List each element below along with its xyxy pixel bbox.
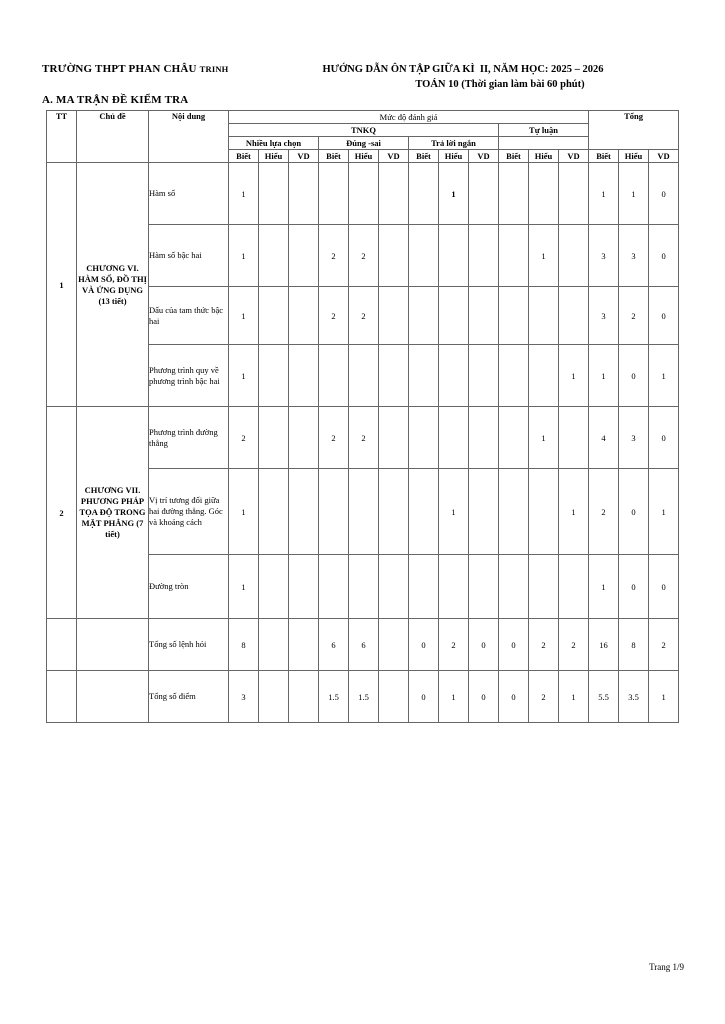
matrix-cell xyxy=(289,287,319,345)
matrix-cell xyxy=(529,555,559,619)
content-cell: Hàm số xyxy=(149,163,229,225)
school-name-main: TRƯỜNG THPT PHAN CHÂU xyxy=(42,63,197,75)
col-header-tnkq: TNKQ xyxy=(229,124,499,137)
tt-cell: 2 xyxy=(47,407,77,619)
matrix-cell xyxy=(439,555,469,619)
matrix-cell xyxy=(469,555,499,619)
matrix-cell: 0 xyxy=(649,407,679,469)
matrix-cell xyxy=(439,225,469,287)
matrix-cell: 4 xyxy=(589,407,619,469)
matrix-cell: 6 xyxy=(319,619,349,671)
matrix-cell xyxy=(349,163,379,225)
topic-cell: CHƯƠNG VII. PHƯƠNG PHÁP TỌA ĐỘ TRONG MẶT PHẲNG (7 tiết) xyxy=(77,407,149,619)
matrix-cell: 1 xyxy=(559,345,589,407)
matrix-cell xyxy=(469,163,499,225)
matrix-cell: 5.5 xyxy=(589,671,619,723)
tt-cell xyxy=(47,619,77,671)
matrix-cell xyxy=(259,555,289,619)
matrix-cell: 1.5 xyxy=(349,671,379,723)
content-cell: Hàm số bậc hai xyxy=(149,225,229,287)
col-header-hieu: Hiểu xyxy=(529,150,559,163)
matrix-cell xyxy=(379,469,409,555)
matrix-cell xyxy=(379,225,409,287)
col-header-vd: VD xyxy=(559,150,589,163)
matrix-cell xyxy=(289,619,319,671)
matrix-cell: 1 xyxy=(229,555,259,619)
col-header-tu-luan: Tự luận xyxy=(499,124,589,137)
content-cell: Dấu của tam thức bậc hai xyxy=(149,287,229,345)
content-cell: Phương trình quy về phương trình bậc hai xyxy=(149,345,229,407)
matrix-cell xyxy=(259,407,289,469)
matrix-cell: 1 xyxy=(229,287,259,345)
matrix-cell xyxy=(499,469,529,555)
matrix-cell: 0 xyxy=(499,671,529,723)
matrix-cell: 1 xyxy=(229,225,259,287)
matrix-cell: 2 xyxy=(619,287,649,345)
matrix-cell xyxy=(319,345,349,407)
matrix-cell: 1 xyxy=(439,671,469,723)
matrix-cell: 0 xyxy=(469,671,499,723)
matrix-cell: 0 xyxy=(499,619,529,671)
matrix-cell: 3 xyxy=(229,671,259,723)
matrix-cell: 3 xyxy=(619,225,649,287)
matrix-cell xyxy=(529,345,559,407)
matrix-cell xyxy=(499,555,529,619)
matrix-cell: 2 xyxy=(529,619,559,671)
col-header-hieu: Hiểu xyxy=(619,150,649,163)
matrix-cell: 2 xyxy=(349,407,379,469)
col-header-vd: VD xyxy=(379,150,409,163)
matrix-cell xyxy=(259,619,289,671)
table-row xyxy=(47,407,679,469)
matrix-cell xyxy=(559,163,589,225)
col-header-nhieu-lua-chon: Nhiều lựa chọn xyxy=(229,137,319,150)
matrix-cell: 2 xyxy=(349,225,379,287)
tt-cell: 1 xyxy=(47,163,77,407)
matrix-cell: 1 xyxy=(439,469,469,555)
matrix-cell: 3 xyxy=(589,225,619,287)
matrix-cell: 0 xyxy=(619,345,649,407)
matrix-cell: 1 xyxy=(589,555,619,619)
section-a-title: A. MA TRẬN ĐỀ KIỂM TRA xyxy=(42,94,189,106)
matrix-cell xyxy=(469,287,499,345)
matrix-cell xyxy=(259,287,289,345)
col-header-biet: Biết xyxy=(589,150,619,163)
matrix-cell xyxy=(379,163,409,225)
matrix-cell: 16 xyxy=(589,619,619,671)
matrix-cell xyxy=(349,555,379,619)
content-cell: Phương trình đường thẳng xyxy=(149,407,229,469)
table-header xyxy=(47,111,679,163)
col-header-tong: Tổng xyxy=(589,111,679,150)
matrix-cell xyxy=(379,555,409,619)
matrix-cell xyxy=(379,671,409,723)
matrix-cell xyxy=(499,225,529,287)
matrix-cell xyxy=(439,345,469,407)
matrix-cell xyxy=(409,287,439,345)
exam-title-block xyxy=(318,63,608,92)
matrix-cell xyxy=(289,345,319,407)
matrix-cell xyxy=(409,225,439,287)
table-row xyxy=(47,619,679,671)
matrix-cell xyxy=(409,555,439,619)
matrix-cell: 0 xyxy=(619,469,649,555)
matrix-cell xyxy=(289,163,319,225)
matrix-cell xyxy=(529,287,559,345)
table-body xyxy=(47,163,679,723)
matrix-cell xyxy=(259,345,289,407)
topic-cell: CHƯƠNG VI. HÀM SỐ, ĐỒ THỊ VÀ ỨNG DỤNG (13 tiết) xyxy=(77,163,149,407)
tt-cell xyxy=(47,671,77,723)
matrix-cell xyxy=(439,287,469,345)
col-header-biet: Biết xyxy=(409,150,439,163)
matrix-cell xyxy=(379,287,409,345)
matrix-cell: 1 xyxy=(559,671,589,723)
matrix-cell xyxy=(259,163,289,225)
col-header-biet: Biết xyxy=(229,150,259,163)
matrix-cell xyxy=(259,469,289,555)
topic-cell xyxy=(77,619,149,671)
matrix-cell: 2 xyxy=(589,469,619,555)
matrix-cell: 1 xyxy=(649,345,679,407)
matrix-cell: 3 xyxy=(619,407,649,469)
school-name-suffix: TRINH xyxy=(199,64,229,74)
col-header-tra-loi-ngan: Trả lời ngắn xyxy=(409,137,499,150)
matrix-cell xyxy=(289,407,319,469)
matrix-cell xyxy=(529,163,559,225)
matrix-cell: 0 xyxy=(649,287,679,345)
matrix-cell: 6 xyxy=(349,619,379,671)
exam-title-line2: TOÁN 10 (Thời gian làm bài 60 phút) xyxy=(415,79,585,90)
matrix-cell xyxy=(409,407,439,469)
matrix-cell xyxy=(559,407,589,469)
matrix-cell: 1 xyxy=(649,671,679,723)
header-row-1 xyxy=(47,111,679,124)
school-name xyxy=(42,63,228,75)
matrix-cell xyxy=(289,469,319,555)
matrix-cell: 0 xyxy=(619,555,649,619)
matrix-cell xyxy=(349,345,379,407)
matrix-cell xyxy=(349,469,379,555)
matrix-cell: 3.5 xyxy=(619,671,649,723)
matrix-cell: 0 xyxy=(469,619,499,671)
matrix-cell: 0 xyxy=(649,225,679,287)
matrix-cell: 1 xyxy=(649,469,679,555)
table-row xyxy=(47,163,679,225)
col-header-muc-do-danh-gia: Mức độ đánh giá xyxy=(229,111,589,124)
matrix-cell: 3 xyxy=(589,287,619,345)
matrix-cell: 2 xyxy=(319,225,349,287)
matrix-cell: 1 xyxy=(589,345,619,407)
matrix-cell xyxy=(409,469,439,555)
col-header-biet: Biết xyxy=(319,150,349,163)
content-cell: Tổng số điểm xyxy=(149,671,229,723)
matrix-cell xyxy=(559,225,589,287)
matrix-cell: 0 xyxy=(649,555,679,619)
topic-cell xyxy=(77,671,149,723)
matrix-cell xyxy=(529,469,559,555)
matrix-cell: 2 xyxy=(349,287,379,345)
matrix-cell xyxy=(379,619,409,671)
matrix-cell xyxy=(259,225,289,287)
col-header-biet: Biết xyxy=(499,150,529,163)
matrix-cell xyxy=(409,345,439,407)
col-header-noi-dung: Nội dung xyxy=(149,111,229,163)
col-header-chu-de: Chủ đề xyxy=(77,111,149,163)
col-header-vd: VD xyxy=(289,150,319,163)
matrix-cell xyxy=(439,407,469,469)
matrix-cell xyxy=(319,163,349,225)
exam-title-line1: HƯỚNG DẪN ÔN TẬP GIỮA KÌ II, NĂM HỌC: 2025 – 2026 xyxy=(322,64,604,75)
matrix-cell: 1 xyxy=(529,225,559,287)
content-cell: Đường tròn xyxy=(149,555,229,619)
matrix-cell: 2 xyxy=(319,287,349,345)
matrix-cell: 2 xyxy=(649,619,679,671)
matrix-cell: 2 xyxy=(319,407,349,469)
col-header-vd: VD xyxy=(649,150,679,163)
matrix-cell: 1.5 xyxy=(319,671,349,723)
matrix-cell xyxy=(469,225,499,287)
col-header-vd: VD xyxy=(469,150,499,163)
col-header-hieu: Hiểu xyxy=(259,150,289,163)
matrix-cell xyxy=(379,407,409,469)
matrix-cell xyxy=(499,163,529,225)
col-header-hieu: Hiểu xyxy=(439,150,469,163)
matrix-cell xyxy=(289,225,319,287)
matrix-cell: 1 xyxy=(529,407,559,469)
matrix-cell: 1 xyxy=(619,163,649,225)
col-header-dung-sai: Đúng -sai xyxy=(319,137,409,150)
matrix-cell xyxy=(469,469,499,555)
matrix-cell: 8 xyxy=(619,619,649,671)
matrix-cell: 2 xyxy=(229,407,259,469)
matrix-cell: 1 xyxy=(559,469,589,555)
matrix-cell: 0 xyxy=(649,163,679,225)
matrix-cell: 8 xyxy=(229,619,259,671)
matrix-cell xyxy=(379,345,409,407)
page-number: Trang 1/9 xyxy=(649,962,684,972)
matrix-cell xyxy=(499,345,529,407)
matrix-cell: 1 xyxy=(439,163,469,225)
matrix-cell: 1 xyxy=(229,163,259,225)
matrix-cell xyxy=(289,671,319,723)
matrix-cell: 2 xyxy=(439,619,469,671)
matrix-cell xyxy=(469,407,499,469)
matrix-cell: 1 xyxy=(589,163,619,225)
matrix-cell: 1 xyxy=(229,469,259,555)
content-cell: Tổng số lệnh hỏi xyxy=(149,619,229,671)
matrix-cell xyxy=(559,287,589,345)
matrix-cell: 1 xyxy=(229,345,259,407)
matrix-cell xyxy=(259,671,289,723)
matrix-cell xyxy=(409,163,439,225)
matrix-cell xyxy=(289,555,319,619)
matrix-cell: 2 xyxy=(559,619,589,671)
content-cell: Vị trí tương đối giữa hai đường thẳng. Góc và khoảng cách xyxy=(149,469,229,555)
exam-matrix-table xyxy=(46,110,679,723)
empty-header-cell xyxy=(499,137,589,150)
col-header-tt: TT xyxy=(47,111,77,163)
matrix-cell xyxy=(499,287,529,345)
matrix-cell xyxy=(319,469,349,555)
table-row xyxy=(47,671,679,723)
matrix-cell xyxy=(469,345,499,407)
matrix-cell: 2 xyxy=(529,671,559,723)
matrix-cell: 0 xyxy=(409,671,439,723)
matrix-cell xyxy=(499,407,529,469)
matrix-cell xyxy=(559,555,589,619)
col-header-hieu: Hiểu xyxy=(349,150,379,163)
matrix-cell: 0 xyxy=(409,619,439,671)
matrix-cell xyxy=(319,555,349,619)
